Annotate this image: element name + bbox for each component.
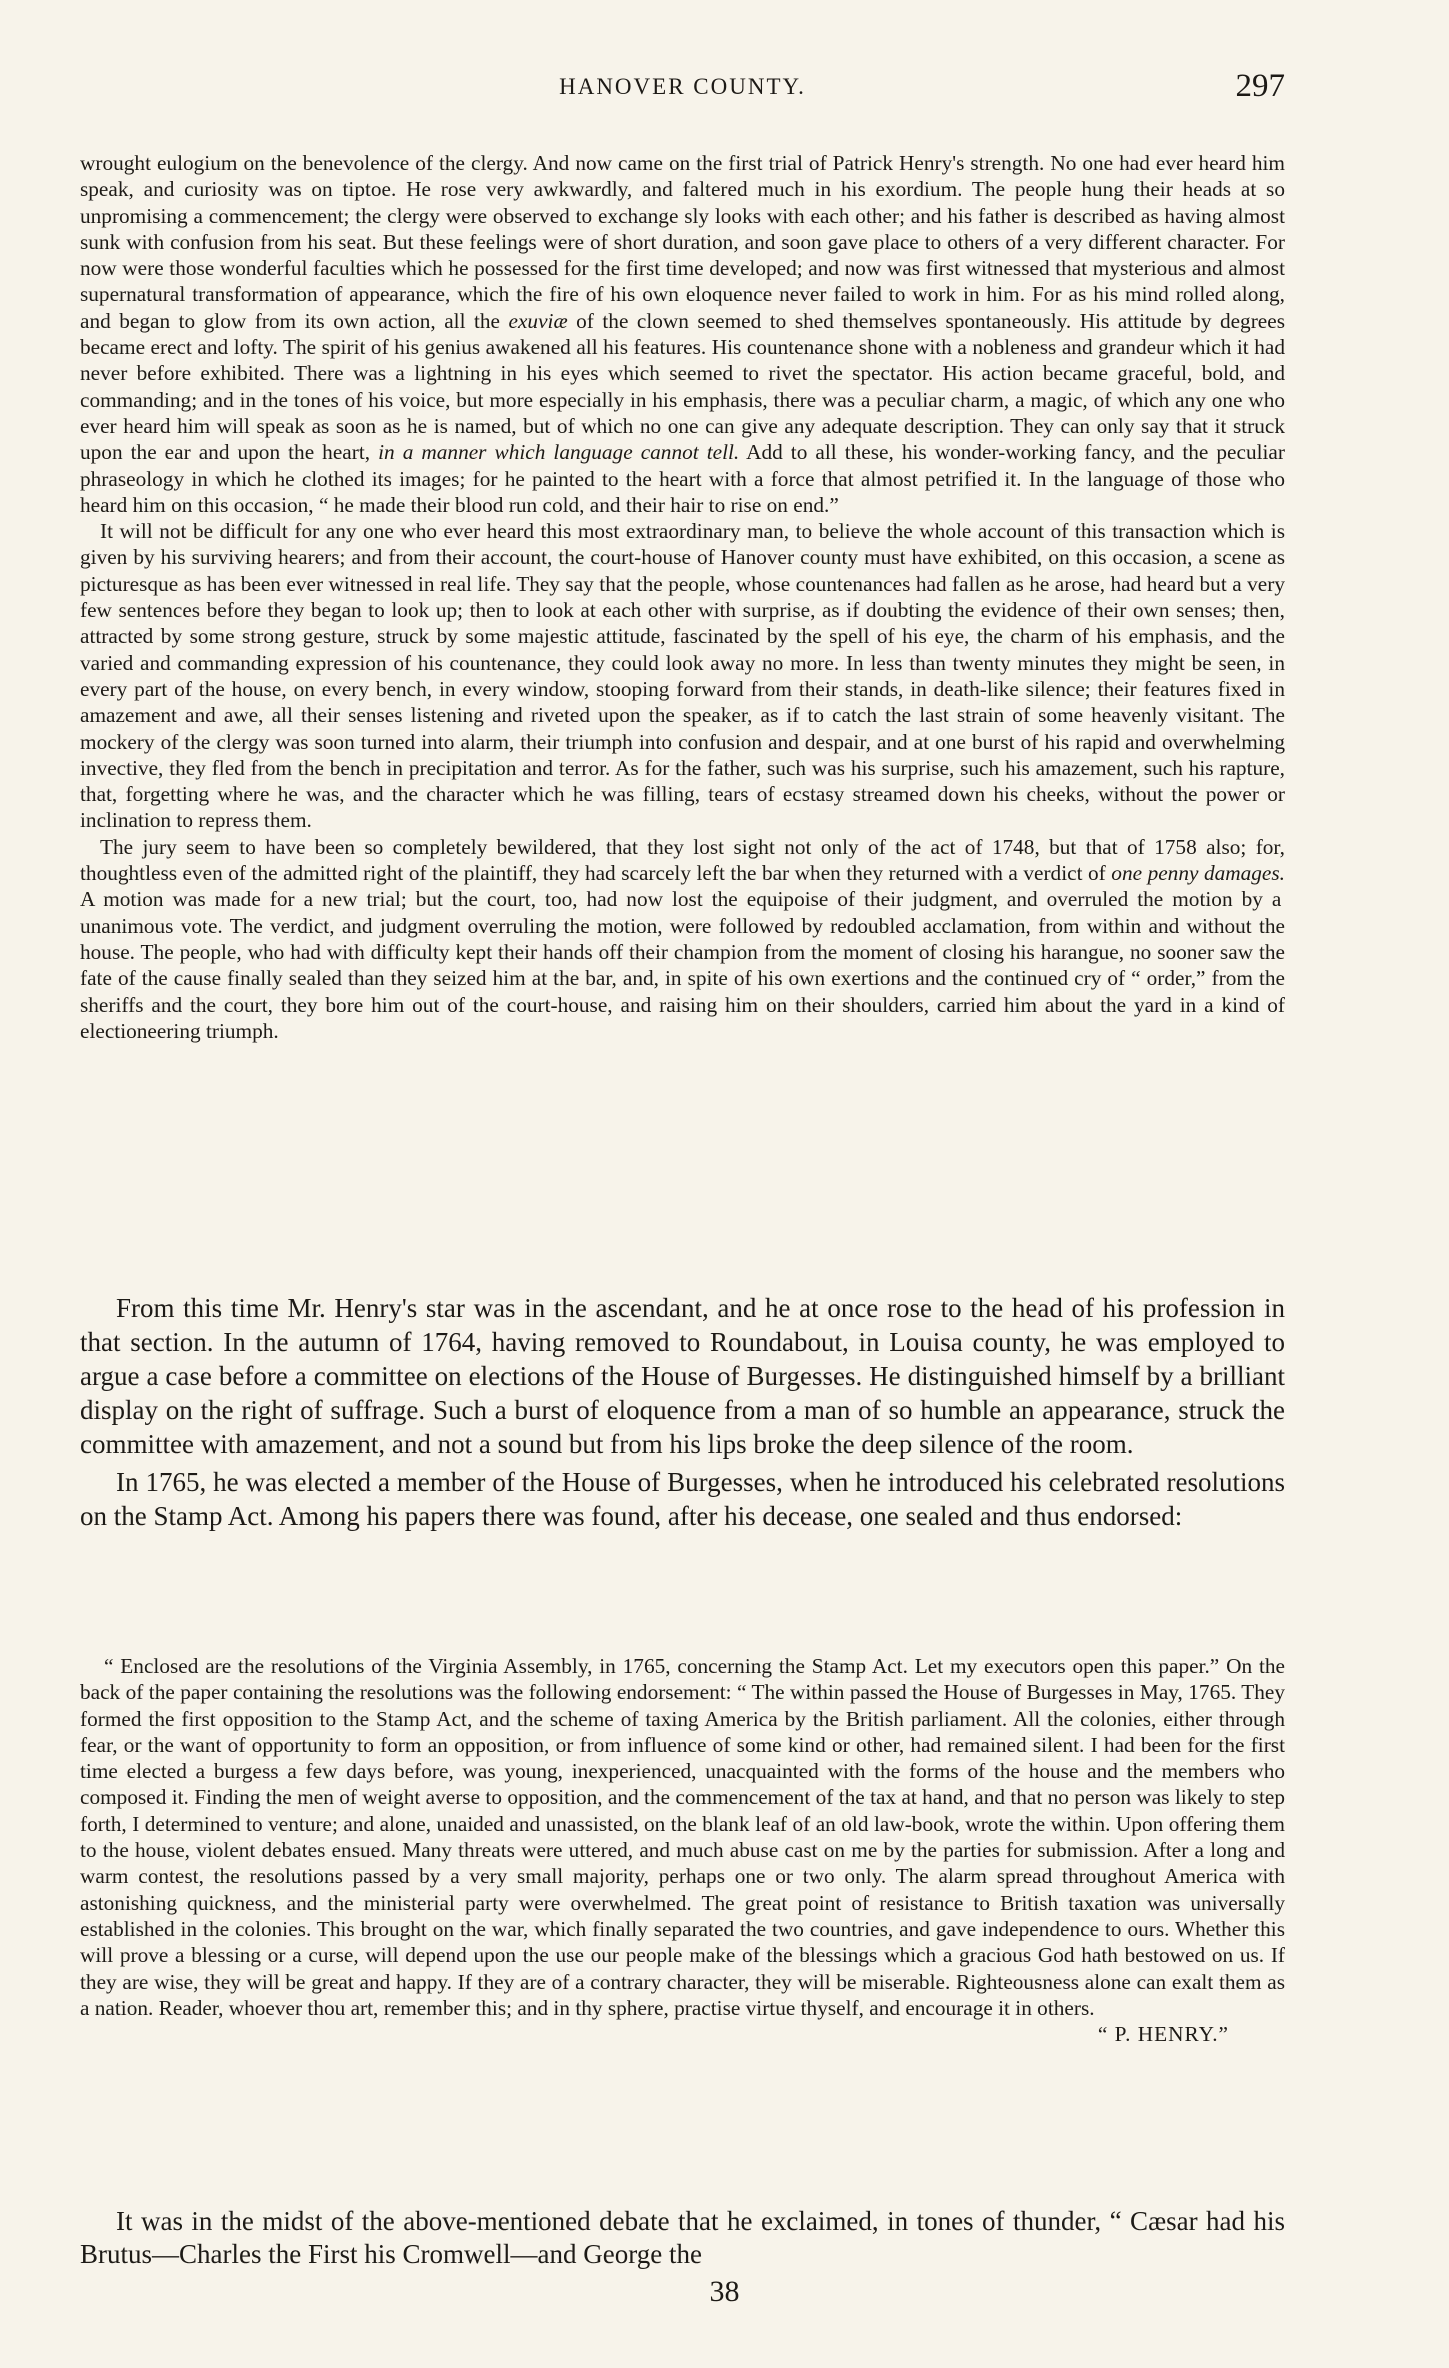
text-segment: A motion was made for a new trial; but the court, too, had now lost the equipoise of their judgment, and overruled the motion by a unanimous vote. The verdict, and judgment overruling the motion, were followed by redoubled acclamation, from within and without the house. The people, who had with difficulty kept their hands off their champion from the moment of closing his harangue, no sooner saw the fate of the cause finally sealed than they seized him at the bar, and, in spite of his own exertions and the continued cry of “ order,” from the sheriffs and the court, they bore him out of the court-house, and raising him on their shoulders, carried him about the yard in a kind of electioneering triumph. [80, 887, 1285, 1043]
signature-text: “ P. HENRY.” [1097, 2022, 1229, 2047]
page-header [80, 68, 1285, 108]
paragraph: In 1765, he was elected a member of the House of Burgesses, when he introduced his celebrated resolutions on the Stamp Act. Among his papers there was found, after his decease, one sealed and thus endorsed: [80, 1467, 1285, 1531]
quote-signature [80, 2021, 1285, 2047]
page-number: 297 [1235, 68, 1285, 104]
italic-text: one penny damages. [1111, 861, 1285, 886]
body-text-small [80, 150, 1285, 1044]
text-segment: wrought eulogium on the benevolence of the clergy. And now came on the first trial of Patrick Henry's strength. No one had ever heard him speak, and curiosity was on tiptoe. He rose very awkwardly, and faltered much in his exordium. The people hung their heads at so unpromising a commencement; the clergy were observed to exchange sly looks with each other; and his father is described as having almost sunk with confusion from his seat. But these feelings were of short duration, and soon gave place to others of a very different character. For now were those wonderful faculties which he possessed for the first time developed; and now was first witnessed that mysterious and almost supernatural transformation of appearance, which the fire of his own eloquence never failed to work in him. For as his mind rolled along, and began to glow from its own action, all the [80, 151, 1285, 333]
italic-text: in a manner which language cannot tell. [378, 440, 740, 465]
body-text-final [80, 2205, 1285, 2271]
signature-mark: 38 [709, 2275, 740, 2308]
running-head: HANOVER COUNTY. [559, 74, 806, 99]
paragraph: It was in the midst of the above-mentioned debate that he exclaimed, in tones of thunder, “ Cæsar had his Brutus—Charles the First his Cromwell—and George the [80, 2206, 1285, 2269]
paragraph: It will not be difficult for any one who ever heard this most extraordinary man, to believe the whole account of this transaction which is given by his surviving hearers; and from their account, the court-house of Hanover county must have exhibited, on this occasion, a scene as picturesque as has been ever witnessed in real life. They say that the people, whose countenances had fallen as he arose, had heard but a very few sentences before they began to look up; then to look at each other with surprise, as if doubting the evidence of their own senses; then, attracted by some strong gesture, struck by some majestic attitude, fascinated by the spell of his eye, the charm of his emphasis, and the varied and commanding expression of his countenance, they could look away no more. In less than twenty minutes they might be seen, in every part of the house, on every bench, in every window, stooping forward from their stands, in death-like silence; their features fixed in amazement and awe, all their senses listening and riveted upon the speaker, as if to catch the last strain of some heavenly visitant. The mockery of the clergy was soon turned into alarm, their triumph into confusion and despair, and at one burst of his rapid and overwhelming invective, they fled from the bench in precipitation and terror. As for the father, such was his surprise, such his amazement, such his rapture, that, forgetting where he was, and the character which he was filling, tears of ecstasy streamed down his cheeks, without the power or inclination to repress them. [80, 519, 1285, 833]
text-segment: Add to all these, his wonder-working fancy, and the peculiar phraseology in which he clothed its images; for he painted to the heart with a force that almost petrified it. In the language of those who heard him on this occasion, “ he made their blood run cold, and their hair to rise on end.” [80, 440, 1285, 517]
paragraph [80, 150, 1285, 518]
italic-text: exuviæ [508, 308, 568, 333]
paragraph: From this time Mr. Henry's star was in the ascendant, and he at once rose to the head of his profession in that section. In the autumn of 1764, having removed to Roundabout, in Louisa county, he was employed to argue a case before a committee on elections of the House of Burgesses. He distinguished himself by a brilliant display on the right of suffrage. Such a burst of eloquence from a man of so humble an appearance, struck the committee with amazement, and not a sound but from his lips broke the deep silence of the room. [80, 1293, 1285, 1459]
text-segment: The jury seem to have been so completely bewildered, that they lost sight not only of the act of 1748, but that of 1758 also; for, thoughtless even of the admitted right of the plaintiff, they had scarcely left the bar when they returned with a verdict of [80, 834, 1285, 886]
quote-paragraph: “ Enclosed are the resolutions of the Virginia Assembly, in 1765, concerning the Stamp Act. Let my executors open this paper.” On the back of the paper containing the resolutions was the following endorsement: “ The within passed the House of Burgesses in May, 1765. They formed the first opposition to the Stamp Act, and the scheme of taxing America by the British parliament. All the colonies, either through fear, or the want of opportunity to form an opposition, or from influence of some kind or other, had remained silent. I had been for the first time elected a burgess a few days before, was young, inexperienced, unacquainted with the forms of the house and the members who composed it. Finding the men of weight averse to opposition, and the commencement of the tax at hand, and that no person was likely to step forth, I determined to venture; and alone, unaided and unassisted, on the blank leaf of an old law-book, wrote the within. Upon offering them to the house, violent debates ensued. Many threats were uttered, and much abuse cast on me by the parties for submission. After a long and warm contest, the resolutions passed by a very small majority, perhaps one or two only. The alarm spread throughout America with astonishing quickness, and the ministerial party were overwhelmed. The great point of resistance to British taxation was universally established in the colonies. This brought on the war, which finally separated the two countries, and gave independence to ours. Whether this will prove a blessing or a curse, will depend upon the use our people make of the blessings which a gracious God hath bestowed on us. If they are wise, they will be great and happy. If they are of a contrary character, they will be miserable. Righteousness alone can exalt them as a nation. Reader, whoever thou art, remember this; and in thy sphere, practise virtue thyself, and encourage it in others. [80, 1654, 1285, 2020]
paragraph [80, 834, 1285, 1044]
text-segment: of the clown seemed to shed themselves spontaneously. His attitude by degrees became erect and lofty. The spirit of his genius awakened all his features. His countenance shone with a nobleness and grandeur which it had never before exhibited. There was a lightning in his eyes which seemed to rivet the spectator. His action became graceful, bold, and commanding; and in the tones of his voice, but more especially in his emphasis, there was a peculiar charm, a magic, of which any one who ever heard him will speak as soon as he is named, but of which no one can give any adequate description. They can only say that it struck upon the ear and upon the heart, [80, 308, 1285, 465]
body-text-large [80, 1291, 1285, 1533]
block-quote [80, 1653, 1285, 2047]
